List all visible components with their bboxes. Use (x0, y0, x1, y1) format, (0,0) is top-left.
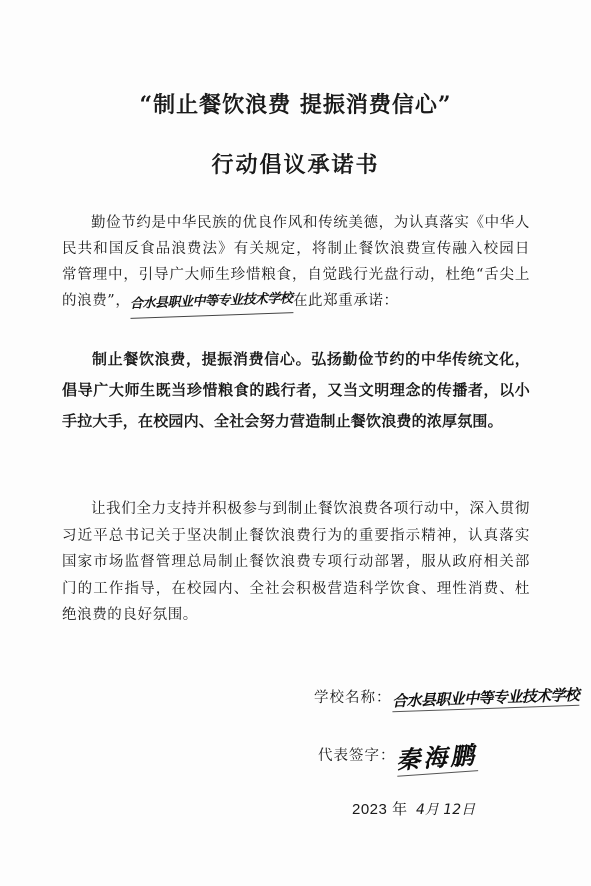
paragraph-intro-text: 勤俭节约是中华民族的优良作风和传统美德，为认真落实《中华人民共和国反食品浪费法》有关规定，将制止餐饮浪费宣传融入校园日常管理中，引导广大师生珍惜粮食，自觉践行光盘行动，杜绝“舌尖上的浪费”， (62, 215, 530, 309)
representative-label: 代表签字： (318, 748, 396, 764)
paragraph-intro-tail: 在此郑重承诺： (292, 293, 399, 309)
signing-date (352, 798, 479, 819)
handwritten-representative-signature: 秦海鹏 (394, 735, 477, 777)
paragraph-pledge: 制止餐饮浪费，提振消费信心。弘扬勤俭节约的中华传统文化，倡导广大师生既当珍惜粮食的践行者，又当文明理念的传播者，以小手拉大手，在校园内、全社会努力营造制止餐饮浪费的浓厚氛围。 (62, 350, 530, 430)
date-year-suffix: 年 (392, 800, 408, 818)
handwritten-school-name: 合水县职业中等专业技术学校 (391, 685, 579, 711)
signature-representative-row (318, 738, 477, 774)
handwritten-month-day: 4月 12日 (415, 802, 476, 818)
signature-school-row (314, 686, 579, 709)
document-subtitle: 行动倡议承诺书 (211, 152, 380, 178)
school-name-label: 学校名称： (314, 690, 392, 706)
date-year: 2023 (352, 801, 388, 818)
paragraph-intro (62, 210, 530, 316)
paragraph-call-to-action: 让我们全力支持并积极参与到制止餐饮浪费各项行动中，深入贯彻习近平总书记关于坚决制止餐饮浪费行为的重要指示精神，认真落实国家市场监督管理总局制止餐饮浪费专项行动部署，服从政府相关部门的工作指导，在校园内、全社会积极营造科学饮食、理性消费、杜绝浪费的良好氛围。 (62, 501, 530, 623)
handwritten-school-name-inline: 合水县职业中等专业技术学校 (130, 286, 293, 319)
document-title: “制止餐饮浪费 提振消费信心” (139, 92, 452, 118)
